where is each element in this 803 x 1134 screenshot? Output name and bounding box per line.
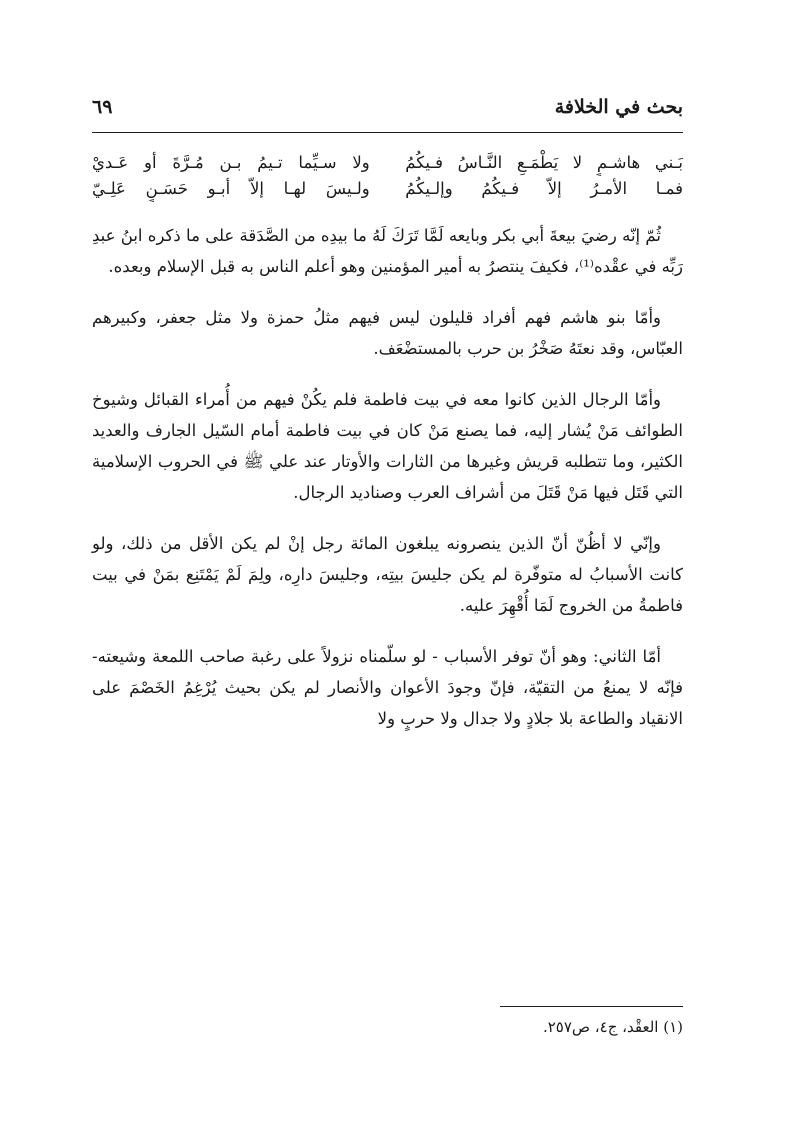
running-header (92, 96, 683, 128)
verse-second-hemistich: ولـيسَ لهـا إلاّ أبـو حَسَـنٍ عَلِـيّ (92, 179, 370, 198)
header-title: بحث في الخلافة (554, 96, 683, 118)
poem-verse (92, 150, 683, 176)
verse-first-hemistich: فمـا الأمـرُ إلاّ فـيكُمُ وإلـيكُمُ (405, 179, 683, 198)
main-text (92, 220, 683, 754)
page-number: ٦٩ (92, 96, 113, 118)
footnote: (١) العقْد، ج٤، ص٢٥٧. (542, 1018, 683, 1036)
footnote-divider (500, 1006, 683, 1007)
poem-block (92, 150, 683, 202)
poem-verse (92, 176, 683, 202)
paragraph: وأمّا بنو هاشم فهم أفراد قليلون ليس فيهم مثلُ حمزة ولا مثل جعفر، وكبيرهم العبّاس، وقد نعتَهُ صَخْرُ بن حرب بالمستضْعَف. (92, 308, 683, 358)
paragraph: ثُمّ إنّه رضيَ بيعةَ أبي بكر وبايعه لَمَّا تَرَكَ لَهُ ما بيدِه من الصَّدَقة على ما ذكره ابنُ عبدِ رَبِّه في عقْده⁽¹⁾، فكيفَ ينتصرُ به أمير المؤمنين وهو أعلم الناس به قبل الإسلام وبعده. (92, 226, 683, 276)
header-divider (92, 132, 683, 133)
verse-first-hemistich: بَـني هاشـمٍ لا يَطْمَـعِ النَّـاسُ فـيكُمُ (405, 153, 683, 172)
paragraph: وأمّا الرجال الذين كانوا معه في بيت فاطمة فلم يكُنْ فيهم من أُمراء القبائل وشيوخ الطوائف مَنْ يُشار إليه، فما يصنع مَنْ كان في بيت فاطمة أمام السّيل الجارف والعديد الكثير، وما تتطلبه قريش وغيرها من الثارات والأوتار عند علي ﷺ في الحروب الإسلامية التي قَتَل فيها مَنْ قَتَلَ من أشراف العرب وصناديد الرجال. (92, 390, 683, 502)
paragraph: وإنّي لا أظُنّ أنّ الذين ينصرونه يبلغون المائة رجل إنْ لم يكن الأقل من ذلك، ولو كانت الأسبابُ له متوفّرة لم يكن جليسَ بيتِه، وجليسَ دارِه، ولِمَ لَمْ يَمْتَنِع بمَنْ في بيت فاطمةُ من الخروج لَمَا أُقْهِرَ عليه. (92, 534, 683, 615)
paragraph: أمّا الثاني: وهو أنّ توفر الأسباب - لو سلّمناه نزولاً على رغبة صاحب اللمعة وشيعته- فإنّه لا يمنعُ من التقيّة، فإنّ وجودَ الأعوان والأنصار لم يكن بحيث يُرْغِمُ الخَصْمَ على الانقياد والطاعة بلا جلادٍ ولا جدال ولا حربٍ ولا (92, 647, 683, 728)
verse-second-hemistich: ولا سـيِّما تـيمُ بـن مُـرَّةَ أو عَـديْ (92, 153, 370, 172)
